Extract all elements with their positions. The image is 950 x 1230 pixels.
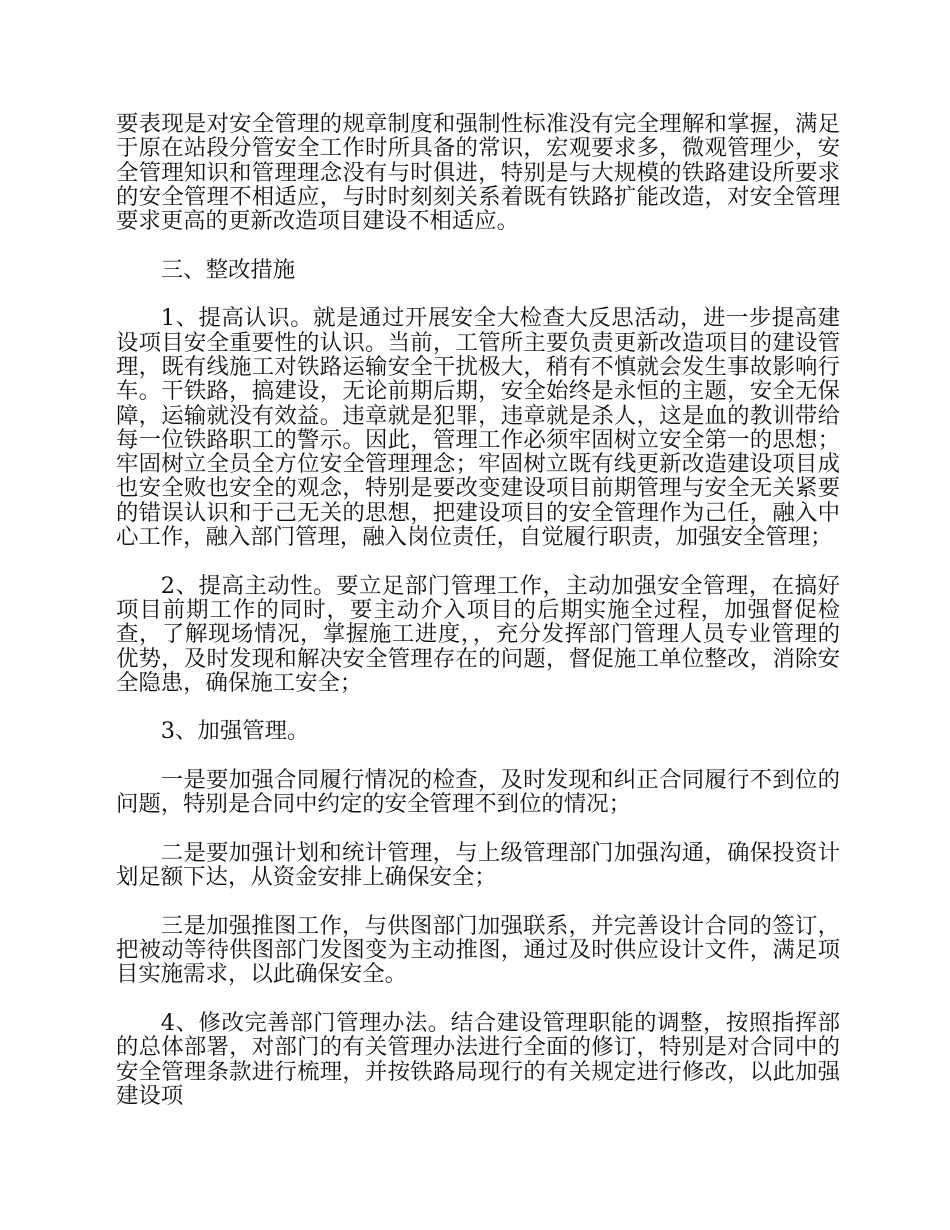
- paragraph-problem-summary: 要表现是对安全管理的规章制度和强制性标准没有完全理解和掌握，满足于原在站段分管安全工作时所具备的常识，宏观要求多，微观管理少，安全管理知识和管理理念没有与时俱进，特别是与大规模的铁路建设所要求的安全管理不相适应，与时时刻刻关系着既有铁路扩能改造，对安全管理要求更高的更新改造项目建设不相适应。: [116, 111, 840, 235]
- paragraph-measure-3-item-1: 一是要加强合同履行情况的检查，及时发现和纠正合同履行不到位的问题，特别是合同中约定的安全管理不到位的情况；: [116, 767, 840, 818]
- paragraph-measure-2: 2、提高主动性。要立足部门管理工作，主动加强安全管理，在搞好项目前期工作的同时，要主动介入项目的后期实施全过程，加强督促检查，了解现场情况，掌握施工进度，，充分发挥部门管理人员专业管理的优势，及时发现和解决安全管理存在的问题，督促施工单位整改，消除安全隐患，确保施工安全；: [116, 572, 840, 696]
- paragraph-measure-1: 1、提高认识。就是通过开展安全大检查大反思活动，进一步提高建设项目安全重要性的认识。当前，工管所主要负责更新改造项目的建设管理，既有线施工对铁路运输安全干扰极大，稍有不慎就会发生事故影响行车。干铁路，搞建设，无论前期后期，安全始终是永恒的主题，安全无保障，运输就没有效益。违章就是犯罪，违章就是杀人，这是血的教训带给每一位铁路职工的警示。因此，管理工作必须牢固树立安全第一的思想；牢固树立全员全方位安全管理理念；牢固树立既有线更新改造建设项目成也安全败也安全的观念，特别是要改变建设项目前期管理与安全无关紧要的错误认识和于己无关的思想，把建设项目的安全管理作为己任，融入中心工作，融入部门管理，融入岗位责任，自觉履行职责，加强安全管理；: [116, 305, 840, 551]
- paragraph-measure-3-heading: 3、加强管理。: [160, 718, 310, 745]
- document-page: [116, 112, 840, 1132]
- paragraph-measure-4: 4、修改完善部门管理办法。结合建设管理职能的调整，按照指挥部的总体部署，对部门的有关管理办法进行全面的修订，特别是对合同中的安全管理条款进行梳理，并按铁路局现行的有关规定进行修改，以此加强建设项: [116, 1009, 840, 1109]
- paragraph-measure-3-item-2: 二是要加强计划和统计管理，与上级管理部门加强沟通，确保投资计划足额下达，从资金安排上确保安全；: [116, 839, 840, 891]
- paragraph-measure-3-item-3: 三是加强推图工作，与供图部门加强联系，并完善设计合同的签订，把被动等待供图部门发图变为主动推图，通过及时供应设计文件，满足项目实施需求，以此确保安全。: [116, 912, 840, 988]
- section-heading-rectification: 三、整改措施: [160, 256, 296, 283]
